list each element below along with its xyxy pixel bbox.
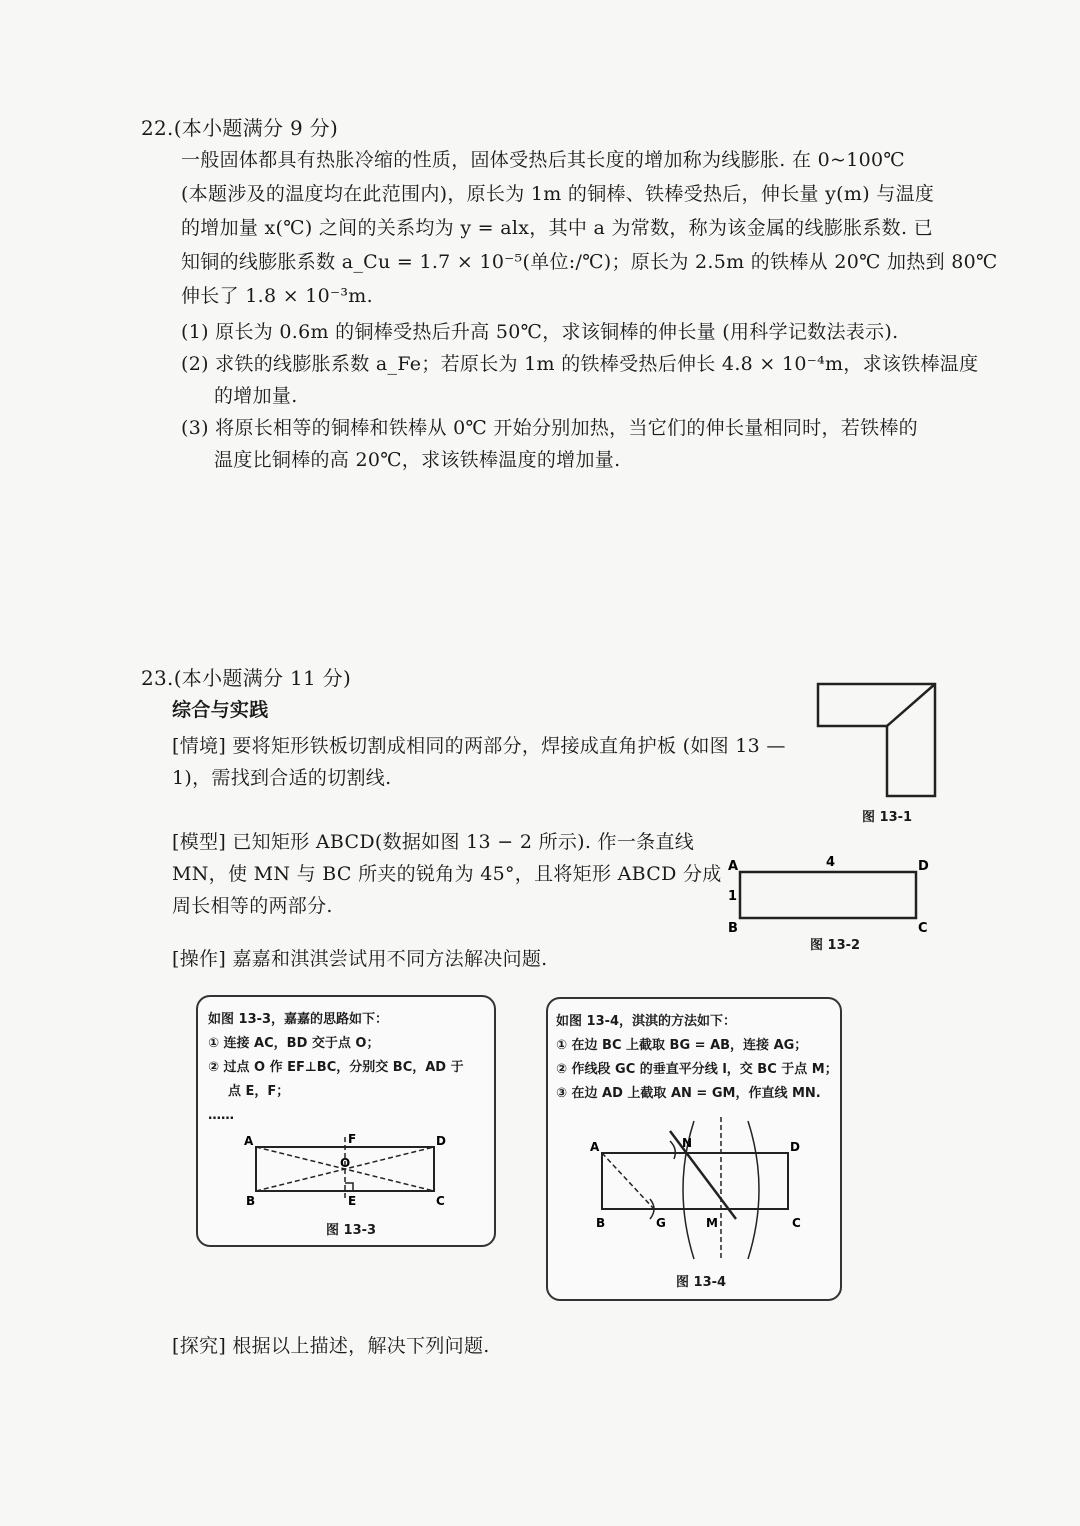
q22-para-line: 知铜的线膨胀系数 a_Cu = 1.7 × 10⁻⁵(单位:/℃)；原长为 2.5m 的铁棒从 20℃ 加热到 80℃ [181,251,998,273]
jiajia-ellipsis: …… [208,1108,234,1123]
fig2-length-top: 4 [826,855,836,870]
fig4-label-d: D [790,1140,800,1154]
q23-situation-line: 1)，需找到合适的切割线. [172,767,392,789]
figure-13-2-caption: 图 13-2 [810,938,861,953]
jiajia-line: 如图 13-3，嘉嘉的思路如下： [208,1012,389,1027]
q23-explore: [探究] 根据以上描述，解决下列问题. [172,1335,490,1357]
q23-situation-line: [情境] 要将矩形铁板切割成相同的两部分，焊接成直角护板 (如图 13 — [172,735,786,757]
q22-header: 22.(本小题满分 9 分) [141,116,339,140]
figure-13-3 [238,1131,458,1211]
figure-13-1-caption: 图 13-1 [862,810,913,825]
qiqi-step-1: ① 在边 BC 上截取 BG = AB，连接 AG； [556,1038,808,1053]
q22-item-2-cont: 的增加量. [214,385,298,407]
qiqi-step-2: ② 作线段 GC 的垂直平分线 l，交 BC 于点 M； [556,1062,838,1077]
q22-para-line: 的增加量 x(℃) 之间的关系均为 y = alx，其中 a 为常数，称为该金属的线膨胀系数. 已 [181,217,933,239]
q22-para-line: 一般固体都具有热胀冷缩的性质，固体受热后其长度的增加称为线膨胀. 在 0~100℃ [181,149,905,171]
qiqi-line: 如图 13-4，淇淇的方法如下： [556,1014,737,1029]
qiqi-method-box [546,997,842,1301]
fig4-label-g: G [656,1216,666,1230]
fig2-length-side: 1 [728,889,738,904]
q22-item-3-cont: 温度比铜棒的高 20℃，求该铁棒温度的增加量. [214,449,621,471]
figure-13-4-caption: 图 13-4 [676,1275,727,1290]
fig3-label-d: D [436,1134,446,1148]
q23-model-line: MN，使 MN 与 BC 所夹的锐角为 45°，且将矩形 ABCD 分成 [172,863,722,885]
jiajia-step-1: ① 连接 AC，BD 交于点 O； [208,1036,380,1051]
fig3-label-b: B [246,1194,256,1208]
fig4-label-n: N [682,1136,693,1150]
fig4-label-b: B [596,1216,606,1230]
qiqi-step-3: ③ 在边 AD 上截取 AN = GM，作直线 MN. [556,1086,821,1101]
jiajia-step-2-cont: 点 E，F； [228,1084,290,1099]
q22-item-3: (3) 将原长相等的铜棒和铁棒从 0℃ 开始分别加热，当它们的伸长量相同时，若铁棒的 [181,417,918,439]
fig3-label-f: F [348,1132,357,1146]
fig4-label-c: C [792,1216,801,1230]
fig3-label-c: C [436,1194,445,1208]
rect-abcd [602,1153,788,1209]
figure-13-1 [810,676,950,826]
q23-header: 23.(本小题满分 11 分) [141,666,352,690]
fig4-label-a: A [590,1140,600,1154]
q22-item-2: (2) 求铁的线膨胀系数 a_Fe；若原长为 1m 的铁棒受热后伸长 4.8 × 10⁻⁴m，求该铁棒温度 [181,353,979,375]
jiajia-method-box [196,995,496,1247]
rect-abcd [740,872,916,918]
q23-model-line: 周长相等的两部分. [172,895,333,917]
fig4-label-m: M [706,1216,718,1230]
fig2-label-b: B [728,921,738,936]
fig2-label-a: A [728,859,739,874]
q22-para-line: (本题涉及的温度均在此范围内)，原长为 1m 的铜棒、铁棒受热后，伸长量 y(m) 与温度 [181,183,935,205]
q23-model-line: [模型] 已知矩形 ABCD(数据如图 13 − 2 所示). 作一条直线 [172,831,695,853]
fig2-label-d: D [918,859,929,874]
figure-13-2 [720,850,940,940]
fig3-label-a: A [244,1134,254,1148]
figure-13-3-caption: 图 13-3 [326,1223,377,1238]
fig2-label-c: C [918,921,928,936]
fig3-label-o: O [340,1156,351,1170]
jiajia-step-2: ② 过点 O 作 EF⊥BC，分别交 BC，AD 于 [208,1060,464,1075]
q23-title: 综合与实践 [172,699,269,721]
figure-13-4 [582,1111,822,1271]
q23-operation: [操作] 嘉嘉和淇淇尝试用不同方法解决问题. [172,948,548,970]
q22-item-1: (1) 原长为 0.6m 的铜棒受热后升高 50℃，求该铜棒的伸长量 (用科学记数法表示). [181,321,899,343]
fig3-label-e: E [348,1194,357,1208]
q22-para-line: 伸长了 1.8 × 10⁻³m. [181,285,373,307]
